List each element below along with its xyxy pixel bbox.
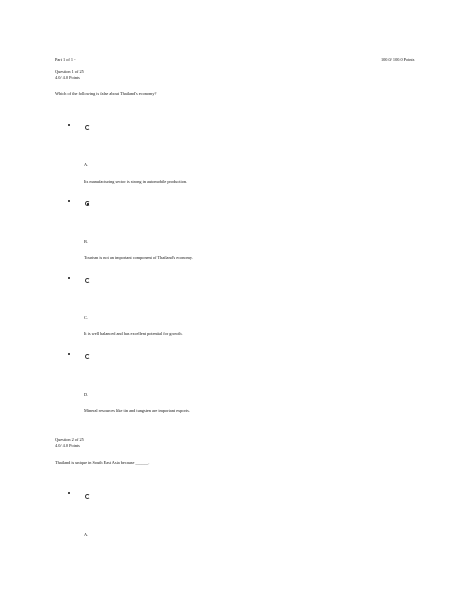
- option-letter: A.: [84, 532, 89, 537]
- radio-option-a[interactable]: [85, 125, 90, 130]
- bullet-icon: [68, 124, 70, 126]
- bullet-icon: [68, 353, 70, 355]
- question-score: 4.0/ 4.0 Points: [55, 443, 80, 448]
- total-points: 100.0/ 100.0 Points: [381, 57, 415, 62]
- option-text: It is well balanced and has excellent potential for growth.: [84, 331, 183, 336]
- radio-option-a[interactable]: [85, 494, 90, 499]
- radio-option-d[interactable]: [85, 354, 90, 359]
- question-prompt: Which of the following is false about Thailand's economy?: [55, 91, 157, 96]
- question-prompt: Thailand is unique in South East Asia because ______.: [55, 460, 150, 465]
- option-letter: B.: [84, 239, 88, 244]
- option-letter: A.: [84, 162, 89, 167]
- option-text: Tourism is not an important component of Thailand's economy.: [84, 255, 193, 260]
- option-text: Mineral resources like tin and tungsten are important exports.: [84, 408, 190, 413]
- bullet-icon: [68, 277, 70, 279]
- radio-option-c[interactable]: [85, 278, 90, 283]
- question-number: Question 1 of 25: [55, 69, 84, 74]
- option-text: Its manufacturing sector is strong in automobile production.: [84, 179, 188, 184]
- bullet-icon: [68, 200, 70, 202]
- bullet-icon: [68, 492, 70, 494]
- option-letter: D.: [84, 392, 89, 397]
- option-letter: C.: [84, 315, 88, 320]
- part-indicator: Part 1 of 1 -: [55, 57, 76, 62]
- radio-option-b[interactable]: [85, 201, 90, 206]
- question-number: Question 2 of 25: [55, 437, 84, 442]
- question-score: 4.0/ 4.0 Points: [55, 75, 80, 80]
